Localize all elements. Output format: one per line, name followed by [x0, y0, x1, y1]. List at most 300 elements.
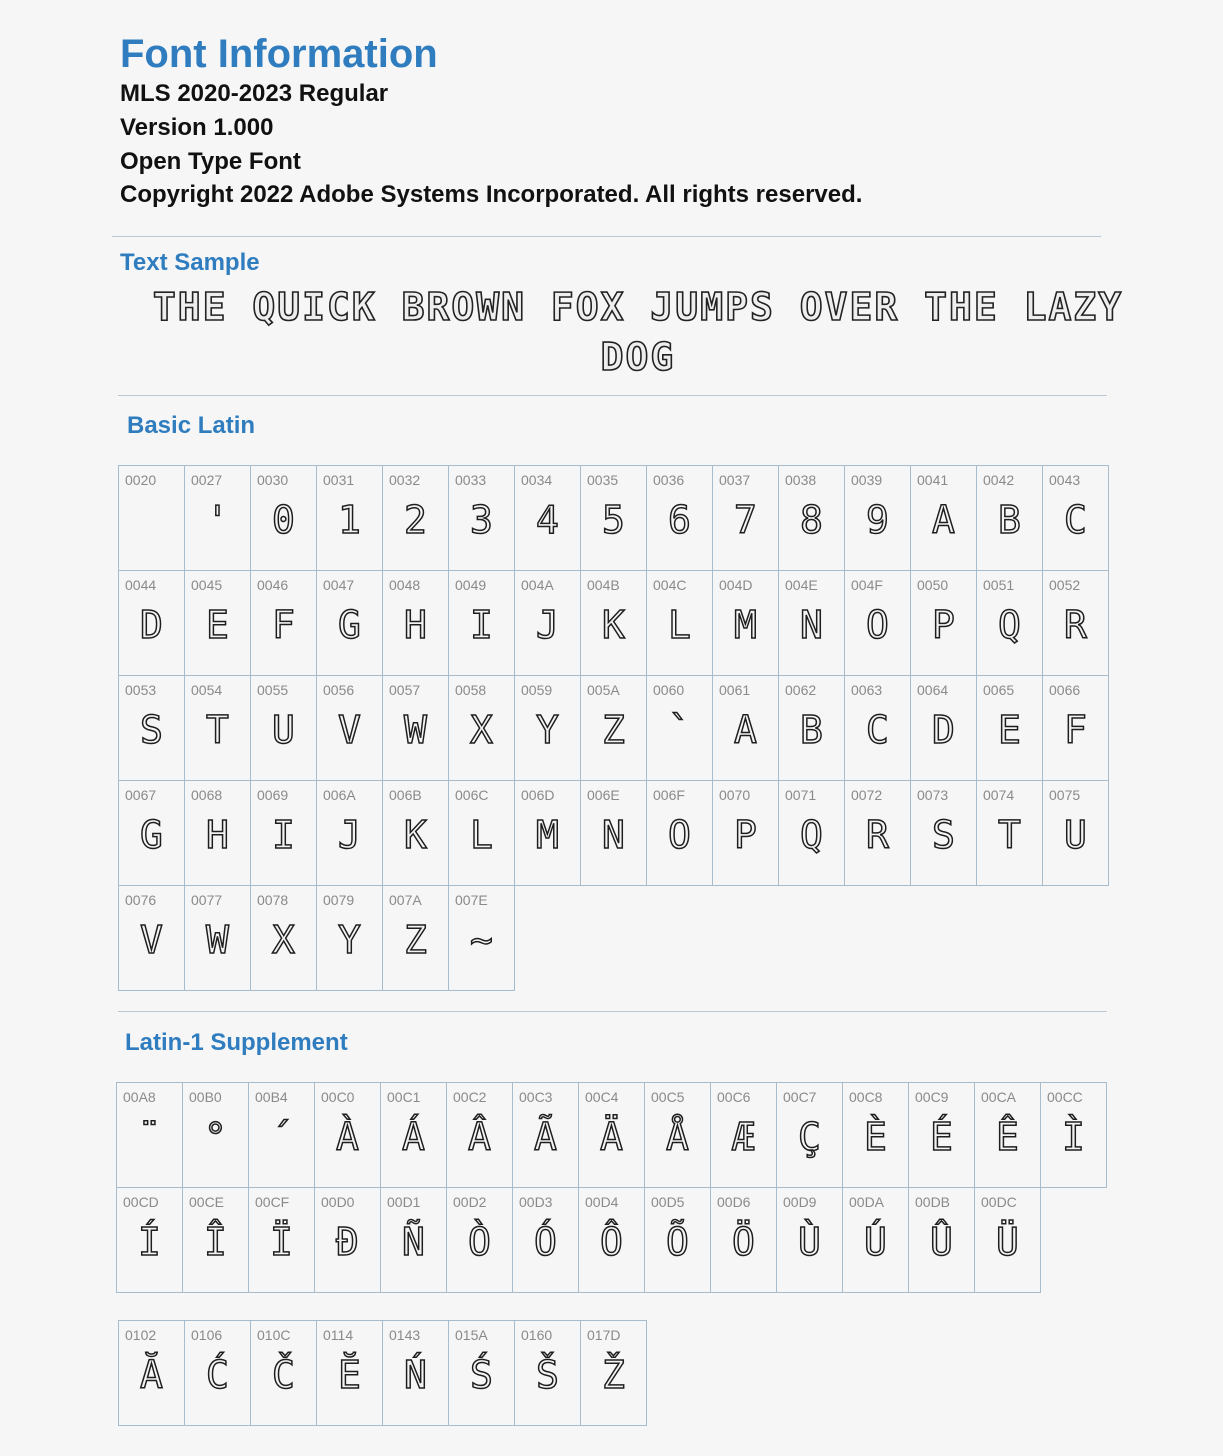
- glyph-cell: [778, 465, 845, 571]
- glyph-cell: [184, 780, 251, 886]
- glyph-cell: [844, 465, 911, 571]
- glyph-code: 00CF: [255, 1194, 290, 1210]
- glyph-code: 0068: [191, 787, 223, 803]
- glyph-char: Č: [272, 1353, 295, 1397]
- glyph-code: 00DA: [849, 1194, 885, 1210]
- divider: [112, 236, 1101, 237]
- glyph-cell: [250, 570, 317, 676]
- glyph-code: 0071: [785, 787, 817, 803]
- font-version: Version 1.000: [120, 114, 274, 141]
- glyph-cell: [118, 465, 185, 571]
- glyph-cell: [580, 1320, 647, 1426]
- glyph-code: 00C1: [387, 1089, 421, 1105]
- glyph-code: 0044: [125, 577, 157, 593]
- glyph-code: 0072: [851, 787, 883, 803]
- glyph-code: 0031: [323, 472, 355, 488]
- glyph-code: 0042: [983, 472, 1015, 488]
- glyph-code: 00D3: [519, 1194, 553, 1210]
- glyph-cell: [380, 1082, 447, 1188]
- glyph-code: 0048: [389, 577, 421, 593]
- glyph-cell: [646, 675, 713, 781]
- glyph-code: 0049: [455, 577, 487, 593]
- latin1-heading: Latin-1 Supplement: [125, 1029, 348, 1056]
- glyph-char: W: [404, 708, 427, 752]
- glyph-char: P: [734, 813, 757, 857]
- glyph-code: 00C2: [453, 1089, 487, 1105]
- glyph-char: Ö: [732, 1220, 755, 1264]
- glyph-code: 0034: [521, 472, 553, 488]
- glyph-cell: [580, 570, 647, 676]
- glyph-cell: [448, 675, 515, 781]
- glyph-char: H: [206, 813, 229, 857]
- glyph-code: 006F: [653, 787, 685, 803]
- glyph-char: Ì: [1062, 1115, 1085, 1159]
- glyph-char: ¨: [138, 1115, 161, 1159]
- glyph-char: F: [272, 603, 295, 647]
- glyph-code: 006A: [323, 787, 356, 803]
- glyph-code: 0050: [917, 577, 949, 593]
- glyph-char: ´: [270, 1115, 293, 1159]
- glyph-code: 0069: [257, 787, 289, 803]
- glyph-cell: [910, 780, 977, 886]
- glyph-char: Ü: [996, 1220, 1019, 1264]
- glyph-code: 00D2: [453, 1194, 487, 1210]
- glyph-code: 0075: [1049, 787, 1081, 803]
- glyph-char: Ù: [798, 1220, 821, 1264]
- glyph-code: 00D1: [387, 1194, 421, 1210]
- glyph-char: 7: [734, 498, 757, 542]
- glyph-code: 0047: [323, 577, 355, 593]
- glyph-code: 00D9: [783, 1194, 817, 1210]
- glyph-code: 004B: [587, 577, 620, 593]
- glyph-char: `: [668, 708, 691, 752]
- glyph-cell: [184, 1320, 251, 1426]
- glyph-char: V: [338, 708, 361, 752]
- glyph-code: 0106: [191, 1327, 223, 1343]
- glyph-char: I: [272, 813, 295, 857]
- glyph-cell: [976, 465, 1043, 571]
- glyph-code: 0073: [917, 787, 949, 803]
- glyph-cell: [448, 465, 515, 571]
- glyph-char: Â: [468, 1115, 491, 1159]
- glyph-code: 0054: [191, 682, 223, 698]
- glyph-code: 0060: [653, 682, 685, 698]
- glyph-code: 00C5: [651, 1089, 685, 1105]
- glyph-code: 0033: [455, 472, 487, 488]
- glyph-cell: [910, 570, 977, 676]
- glyph-char: ~: [470, 918, 493, 962]
- glyph-code: 0066: [1049, 682, 1081, 698]
- glyph-char: Ú: [864, 1220, 887, 1264]
- glyph-code: 0051: [983, 577, 1015, 593]
- glyph-char: Ć: [206, 1353, 229, 1397]
- glyph-cell: [1040, 1082, 1107, 1188]
- glyph-code: 0059: [521, 682, 553, 698]
- glyph-char: F: [1064, 708, 1087, 752]
- glyph-char: U: [1064, 813, 1087, 857]
- glyph-code: 00D5: [651, 1194, 685, 1210]
- glyph-code: 00A8: [123, 1089, 156, 1105]
- glyph-char: J: [338, 813, 361, 857]
- glyph-cell: [778, 570, 845, 676]
- glyph-char: D: [140, 603, 163, 647]
- glyph-cell: [844, 675, 911, 781]
- glyph-cell: [514, 570, 581, 676]
- glyph-cell: [974, 1187, 1041, 1293]
- glyph-char: M: [734, 603, 757, 647]
- glyph-code: 0143: [389, 1327, 421, 1343]
- glyph-code: 0061: [719, 682, 751, 698]
- glyph-cell: [184, 885, 251, 991]
- glyph-code: 0037: [719, 472, 751, 488]
- glyph-cell: [250, 885, 317, 991]
- glyph-char: Z: [404, 918, 427, 962]
- font-name: MLS 2020-2023 Regular: [120, 80, 389, 107]
- glyph-char: ': [206, 498, 229, 542]
- glyph-code: 0055: [257, 682, 289, 698]
- glyph-code: 0027: [191, 472, 223, 488]
- glyph-cell: [842, 1187, 909, 1293]
- glyph-code: 0114: [323, 1327, 354, 1343]
- glyph-char: Ž: [602, 1353, 625, 1397]
- glyph-cell: [182, 1082, 249, 1188]
- glyph-char: Ń: [404, 1353, 427, 1397]
- glyph-code: 0065: [983, 682, 1015, 698]
- glyph-char: O: [668, 813, 691, 857]
- glyph-code: 0160: [521, 1327, 553, 1343]
- glyph-code: 015A: [455, 1327, 488, 1343]
- glyph-char: Q: [998, 603, 1021, 647]
- glyph-cell: [184, 570, 251, 676]
- glyph-code: 00CA: [981, 1089, 1017, 1105]
- glyph-char: Ô: [600, 1220, 623, 1264]
- glyph-code: 017D: [587, 1327, 621, 1343]
- glyph-code: 00CC: [1047, 1089, 1083, 1105]
- glyph-char: É: [930, 1115, 953, 1159]
- glyph-code: 00D6: [717, 1194, 751, 1210]
- glyph-cell: [1042, 465, 1109, 571]
- glyph-cell: [316, 675, 383, 781]
- glyph-char: Ä: [600, 1115, 623, 1159]
- glyph-code: 00C3: [519, 1089, 553, 1105]
- glyph-cell: [910, 675, 977, 781]
- glyph-char: A: [932, 498, 955, 542]
- glyph-char: S: [140, 708, 163, 752]
- glyph-char: °: [204, 1115, 227, 1159]
- divider: [118, 1011, 1107, 1012]
- glyph-char: V: [140, 918, 163, 962]
- glyph-char: Ð: [336, 1220, 359, 1264]
- glyph-char: 4: [536, 498, 559, 542]
- glyph-code: 0038: [785, 472, 817, 488]
- glyph-code: 0046: [257, 577, 289, 593]
- glyph-code: 00B4: [255, 1089, 288, 1105]
- glyph-code: 00D0: [321, 1194, 355, 1210]
- glyph-cell: [248, 1187, 315, 1293]
- glyph-cell: [382, 1320, 449, 1426]
- glyph-cell: [844, 570, 911, 676]
- glyph-cell: [448, 780, 515, 886]
- glyph-char: Q: [800, 813, 823, 857]
- glyph-cell: [976, 570, 1043, 676]
- glyph-char: G: [338, 603, 361, 647]
- glyph-code: 00C4: [585, 1089, 619, 1105]
- glyph-code: 0102: [125, 1327, 157, 1343]
- glyph-code: 0032: [389, 472, 421, 488]
- glyph-cell: [776, 1082, 843, 1188]
- glyph-code: 0035: [587, 472, 619, 488]
- glyph-code: 0036: [653, 472, 685, 488]
- glyph-char: 6: [668, 498, 691, 542]
- glyph-cell: [118, 780, 185, 886]
- glyph-code: 0056: [323, 682, 355, 698]
- glyph-char: 5: [602, 498, 625, 542]
- glyph-cell: [382, 780, 449, 886]
- glyph-char: P: [932, 603, 955, 647]
- glyph-cell: [1042, 570, 1109, 676]
- glyph-char: Ò: [468, 1220, 491, 1264]
- glyph-char: D: [932, 708, 955, 752]
- glyph-code: 0079: [323, 892, 355, 908]
- glyph-cell: [514, 465, 581, 571]
- glyph-code: 004E: [785, 577, 818, 593]
- glyph-char: Å: [666, 1115, 689, 1159]
- glyph-cell: [382, 570, 449, 676]
- glyph-cell: [380, 1187, 447, 1293]
- glyph-cell: [580, 780, 647, 886]
- glyph-char: 9: [866, 498, 889, 542]
- glyph-cell: [778, 675, 845, 781]
- glyph-cell: [578, 1187, 645, 1293]
- glyph-cell: [910, 465, 977, 571]
- glyph-char: K: [404, 813, 427, 857]
- glyph-code: 004C: [653, 577, 687, 593]
- glyph-cell: [514, 780, 581, 886]
- glyph-char: X: [272, 918, 295, 962]
- glyph-char: B: [998, 498, 1021, 542]
- glyph-char: S: [932, 813, 955, 857]
- glyph-cell: [1042, 675, 1109, 781]
- glyph-cell: [250, 780, 317, 886]
- glyph-code: 006E: [587, 787, 620, 803]
- glyph-cell: [314, 1187, 381, 1293]
- glyph-cell: [580, 675, 647, 781]
- glyph-cell: [118, 1320, 185, 1426]
- glyph-cell: [514, 1320, 581, 1426]
- glyph-cell: [316, 1320, 383, 1426]
- glyph-char: R: [866, 813, 889, 857]
- glyph-cell: [446, 1082, 513, 1188]
- glyph-cell: [182, 1187, 249, 1293]
- glyph-code: 0076: [125, 892, 157, 908]
- glyph-cell: [250, 675, 317, 781]
- glyph-code: 007A: [389, 892, 422, 908]
- glyph-code: 00C8: [849, 1089, 883, 1105]
- glyph-cell: [316, 570, 383, 676]
- glyph-cell: [644, 1082, 711, 1188]
- glyph-char: Ç: [798, 1115, 821, 1159]
- glyph-cell: [712, 675, 779, 781]
- glyph-cell: [710, 1082, 777, 1188]
- glyph-char: Õ: [666, 1220, 689, 1264]
- glyph-cell: [382, 465, 449, 571]
- glyph-cell: [710, 1187, 777, 1293]
- glyph-cell: [908, 1082, 975, 1188]
- glyph-char: Ś: [470, 1353, 493, 1397]
- glyph-char: Ñ: [402, 1220, 425, 1264]
- glyph-cell: [316, 780, 383, 886]
- glyph-code: 0030: [257, 472, 289, 488]
- glyph-code: 0052: [1049, 577, 1081, 593]
- glyph-cell: [646, 465, 713, 571]
- glyph-char: Ï: [270, 1220, 293, 1264]
- glyph-char: L: [668, 603, 691, 647]
- glyph-char: Š: [536, 1353, 559, 1397]
- glyph-char: Ă: [140, 1353, 163, 1397]
- glyph-code: 00D4: [585, 1194, 619, 1210]
- glyph-code: 004F: [851, 577, 883, 593]
- glyph-code: 006B: [389, 787, 422, 803]
- glyph-char: T: [998, 813, 1021, 857]
- glyph-cell: [250, 465, 317, 571]
- glyph-code: 00C9: [915, 1089, 949, 1105]
- text-sample-heading: Text Sample: [120, 249, 260, 276]
- glyph-char: 1: [338, 498, 361, 542]
- glyph-char: Y: [536, 708, 559, 752]
- glyph-cell: [776, 1187, 843, 1293]
- glyph-code: 0041: [917, 472, 949, 488]
- glyph-code: 00C7: [783, 1089, 817, 1105]
- glyph-code: 0070: [719, 787, 751, 803]
- glyph-code: 0039: [851, 472, 883, 488]
- glyph-char: O: [866, 603, 889, 647]
- glyph-cell: [712, 465, 779, 571]
- glyph-char: H: [404, 603, 427, 647]
- glyph-char: U: [272, 708, 295, 752]
- glyph-char: N: [800, 603, 823, 647]
- glyph-cell: [644, 1187, 711, 1293]
- glyph-char: N: [602, 813, 625, 857]
- glyph-cell: [316, 465, 383, 571]
- divider: [118, 395, 1107, 396]
- glyph-code: 0045: [191, 577, 223, 593]
- glyph-char: X: [470, 708, 493, 752]
- glyph-code: 006D: [521, 787, 555, 803]
- glyph-cell: [712, 570, 779, 676]
- glyph-char: R: [1064, 603, 1087, 647]
- glyph-code: 010C: [257, 1327, 291, 1343]
- glyph-char: C: [866, 708, 889, 752]
- glyph-cell: [512, 1082, 579, 1188]
- glyph-code: 007E: [455, 892, 488, 908]
- font-copyright: Copyright 2022 Adobe Systems Incorporated. All rights reserved.: [120, 181, 863, 208]
- basic-latin-heading: Basic Latin: [127, 412, 256, 439]
- glyph-cell: [514, 675, 581, 781]
- glyph-cell: [712, 780, 779, 886]
- glyph-code: 00C0: [321, 1089, 355, 1105]
- glyph-code: 00CD: [123, 1194, 159, 1210]
- glyph-code: 0074: [983, 787, 1015, 803]
- glyph-char: 0: [272, 498, 295, 542]
- glyph-cell: [448, 885, 515, 991]
- glyph-char: Î: [204, 1220, 227, 1264]
- glyph-cell: [448, 570, 515, 676]
- glyph-char: G: [140, 813, 163, 857]
- glyph-char: Æ: [732, 1115, 755, 1159]
- glyph-cell: [844, 780, 911, 886]
- glyph-cell: [314, 1082, 381, 1188]
- glyph-char: K: [602, 603, 625, 647]
- glyph-code: 0064: [917, 682, 949, 698]
- glyph-cell: [646, 570, 713, 676]
- glyph-cell: [116, 1082, 183, 1188]
- glyph-code: 0058: [455, 682, 487, 698]
- glyph-cell: [118, 885, 185, 991]
- glyph-code: 0053: [125, 682, 157, 698]
- glyph-code: 0067: [125, 787, 157, 803]
- glyph-cell: [116, 1187, 183, 1293]
- glyph-code: 0062: [785, 682, 817, 698]
- glyph-cell: [1042, 780, 1109, 886]
- glyph-cell: [446, 1187, 513, 1293]
- glyph-code: 00B0: [189, 1089, 222, 1105]
- glyph-char: W: [206, 918, 229, 962]
- glyph-char: L: [470, 813, 493, 857]
- glyph-code: 0043: [1049, 472, 1081, 488]
- glyph-char: À: [336, 1115, 359, 1159]
- glyph-cell: [778, 780, 845, 886]
- glyph-cell: [646, 780, 713, 886]
- glyph-char: Ĕ: [338, 1353, 361, 1397]
- glyph-code: 006C: [455, 787, 489, 803]
- glyph-cell: [974, 1082, 1041, 1188]
- glyph-cell: [382, 675, 449, 781]
- glyph-code: 0078: [257, 892, 289, 908]
- glyph-char: Á: [402, 1115, 425, 1159]
- glyph-cell: [382, 885, 449, 991]
- glyph-char: Û: [930, 1220, 953, 1264]
- glyph-char: Y: [338, 918, 361, 962]
- glyph-code: 004D: [719, 577, 753, 593]
- glyph-cell: [976, 675, 1043, 781]
- glyph-cell: [580, 465, 647, 571]
- glyph-code: 005A: [587, 682, 620, 698]
- glyph-cell: [908, 1187, 975, 1293]
- glyph-char: J: [536, 603, 559, 647]
- glyph-code: 004A: [521, 577, 554, 593]
- glyph-char: T: [206, 708, 229, 752]
- glyph-char: Ã: [534, 1115, 557, 1159]
- glyph-char: Z: [602, 708, 625, 752]
- glyph-cell: [250, 1320, 317, 1426]
- page-title: Font Information: [120, 32, 438, 76]
- glyph-cell: [184, 675, 251, 781]
- glyph-code: 00DB: [915, 1194, 951, 1210]
- glyph-char: B: [800, 708, 823, 752]
- glyph-char: Ê: [996, 1115, 1019, 1159]
- glyph-cell: [842, 1082, 909, 1188]
- glyph-cell: [248, 1082, 315, 1188]
- glyph-cell: [976, 780, 1043, 886]
- glyph-cell: [512, 1187, 579, 1293]
- glyph-code: 00CE: [189, 1194, 225, 1210]
- glyph-cell: [118, 570, 185, 676]
- glyph-char: Ó: [534, 1220, 557, 1264]
- glyph-char: È: [864, 1115, 887, 1159]
- glyph-code: 0057: [389, 682, 421, 698]
- glyph-char: 3: [470, 498, 493, 542]
- glyph-cell: [448, 1320, 515, 1426]
